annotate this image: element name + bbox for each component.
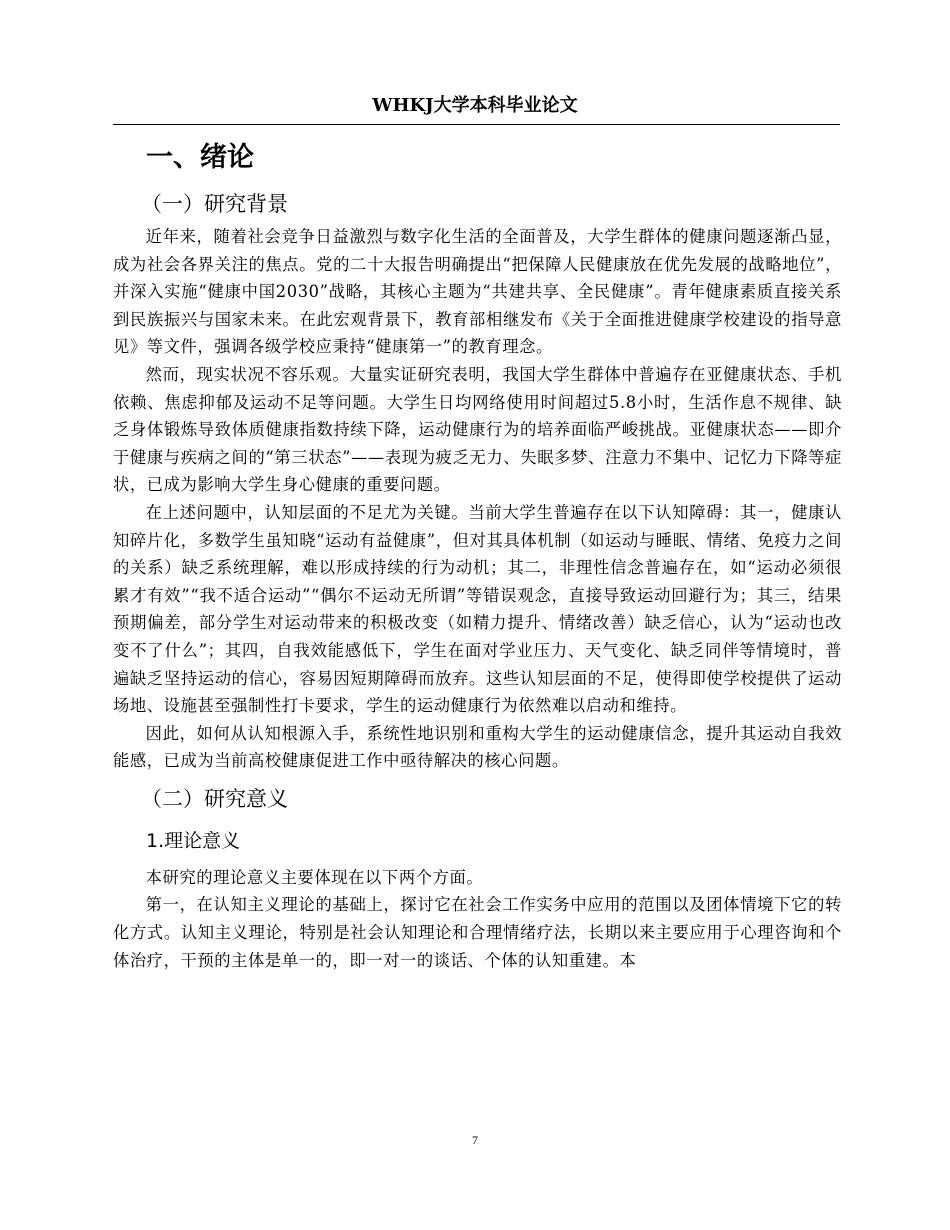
page-content xyxy=(113,136,842,974)
paragraph: 第一，在认知主义理论的基础上，探讨它在社会工作实务中应用的范围以及团体情境下它的转化方式。认知主义理论，特别是社会认知理论和合理情绪疗法，长期以来主要应用于心理咨询和个体治疗，干预的主体是单一的，即一对一的谈话、个体的认知重建。本 xyxy=(113,895,842,970)
paragraph: 因此，如何从认知根源入手，系统性地识别和重构大学生的运动健康信念，提升其运动自我效能感，已成为当前高校健康促进工作中亟待解决的核心问题。 xyxy=(113,723,842,771)
header-rule xyxy=(113,124,840,125)
section-title-research-significance: （二）研究意义 xyxy=(141,786,288,811)
chapter-title: 一、绪论 xyxy=(146,142,254,173)
page-number: 7 xyxy=(472,1133,478,1147)
paragraph: 然而，现实状况不容乐观。大量实证研究表明，我国大学生群体中普遍存在亚健康状态、手机依赖、焦虑抑郁及运动不足等问题。大学生日均网络使用时间超过5.8小时，生活作息不规律、缺乏身体锻炼导致体质健康指数持续下降，运动健康行为的培养面临严峻挑战。亚健康状态——即介于健康与疾病之间的“第三状态”——表现为疲乏无力、失眠多梦、注意力不集中、记忆力下降等症状，已成为影响大学生身心健康的重要问题。 xyxy=(113,364,842,495)
paragraph: 在上述问题中，认知层面的不足尤为关键。当前大学生普遍存在以下认知障碍：其一，健康认知碎片化，多数学生虽知晓“运动有益健康”，但对其具体机制（如运动与睡眠、情绪、免疫力之间的关系）缺乏系统理解，难以形成持续的行为动机；其二，非理性信念普遍存在，如“运动必须很累才有效”“我不适合运动”“偶尔不运动无所谓”等错误观念，直接导致运动回避行为；其三，结果预期偏差，部分学生对运动带来的积极改变（如精力提升、情绪改善）缺乏信心，认为“运动也改变不了什么”；其四，自我效能感低下，学生在面对学业压力、天气变化、缺乏同伴等情境时，普遍缺乏坚持运动的信心，容易因短期障碍而放弃。这些认知层面的不足，使得即使学校提供了运动场地、设施甚至强制性打卡要求，学生的运动健康行为依然难以启动和维持。 xyxy=(113,502,842,716)
paragraph: 近年来，随着社会竞争日益激烈与数字化生活的全面普及，大学生群体的健康问题逐渐凸显，成为社会各界关注的焦点。党的二十大报告明确提出“把保障人民健康放在优先发展的战略地位”，并深入实施“健康中国2030”战略，其核心主题为“共建共享、全民健康”。青年健康素质直接关系到民族振兴与国家未来。在此宏观背景下，教育部相继发布《关于全面推进健康学校建设的指导意见》等文件，强调各级学校应秉持“健康第一”的教育理念。 xyxy=(113,227,842,357)
paragraph: 本研究的理论意义主要体现在以下两个方面。 xyxy=(145,867,484,887)
subsection-title-theoretical-significance: 1.理论意义 xyxy=(146,829,241,852)
running-header: WHKJ大学本科毕业论文 xyxy=(372,95,578,116)
section-title-research-background: （一）研究背景 xyxy=(141,192,288,216)
